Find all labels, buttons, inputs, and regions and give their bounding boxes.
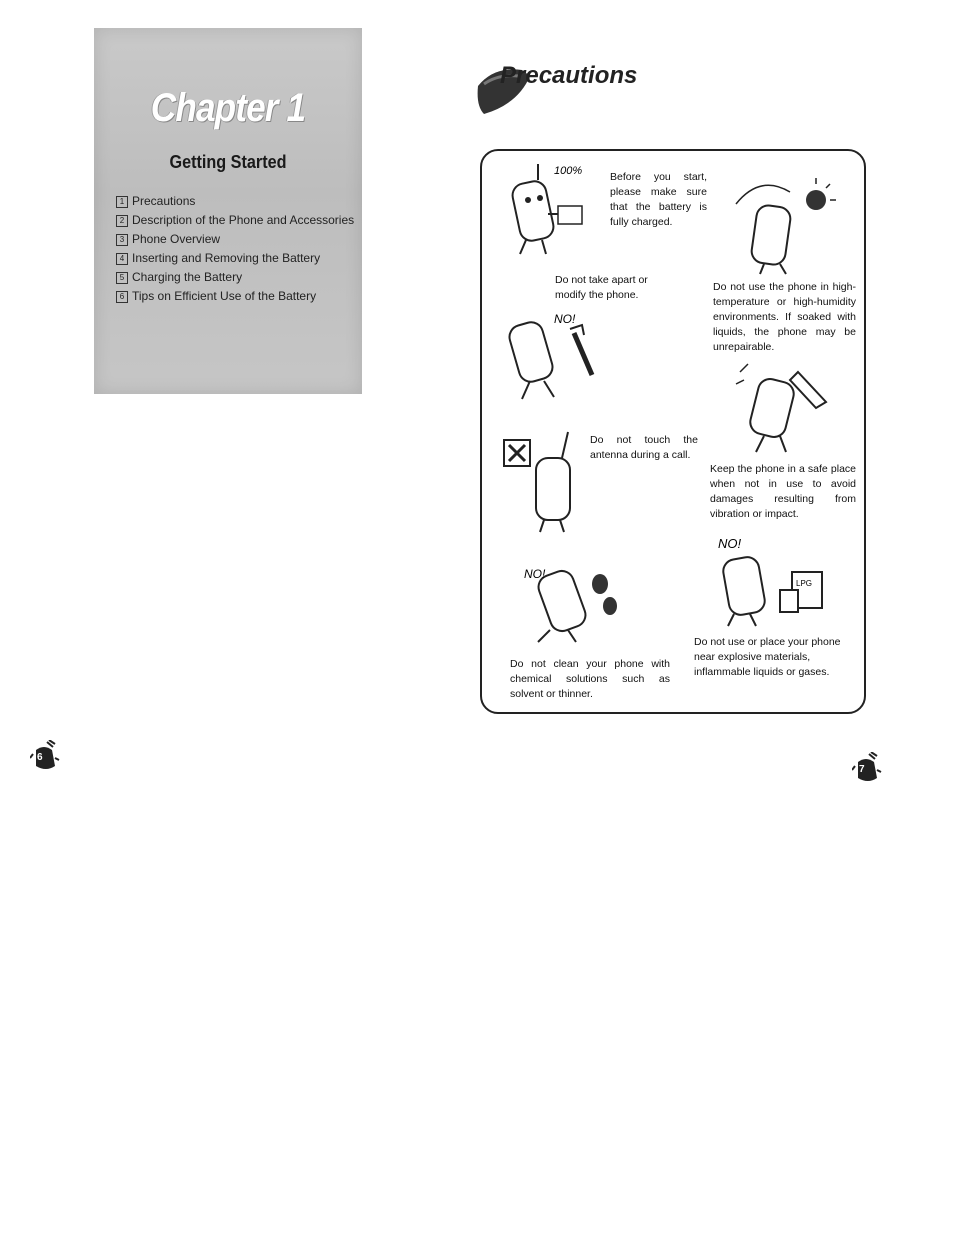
toc-number: 1 xyxy=(116,196,128,208)
tip-apart: Do not take apart or modify the phone. xyxy=(555,274,648,301)
toc-label: Precautions xyxy=(132,194,196,208)
toc-item[interactable] xyxy=(116,249,362,268)
toc-label: Description of the Phone and Accessories xyxy=(132,213,355,227)
toc-number: 6 xyxy=(116,291,128,303)
phone-heat-illustration xyxy=(730,170,842,278)
toc-item[interactable] xyxy=(116,211,362,230)
toc-label: Inserting and Removing the Battery xyxy=(132,251,321,265)
page-title: Precautions xyxy=(500,62,638,89)
phone-disassembly-illustration xyxy=(500,305,610,405)
tip-impact: Keep the phone in a safe place when not in use to avoid damages resulting from vibration or impact. xyxy=(710,463,856,520)
tip-chemical: Do not clean your phone with chemical solutions such as solvent or thinner. xyxy=(510,658,670,700)
toc-item[interactable] xyxy=(116,230,362,249)
toc-number: 2 xyxy=(116,215,128,227)
toc-item[interactable] xyxy=(116,268,362,287)
toc-label: Phone Overview xyxy=(132,232,221,246)
phone-charging-illustration xyxy=(498,160,602,260)
toc-item[interactable] xyxy=(116,287,362,306)
warning-no-label: NO! xyxy=(718,536,742,551)
tip-humidity: Do not use the phone in high-temperature or high-humidity environments. If soaked with liquids, the phone may be unrepairable. xyxy=(713,281,856,353)
tip-explosive: Do not use or place your phone near explosive materials, inflammable liquids or gases. xyxy=(694,636,841,678)
toc-label: Tips on Efficient Use of the Battery xyxy=(132,289,317,303)
phone-explosive-illustration xyxy=(704,528,830,628)
phone-impact-illustration xyxy=(730,358,842,458)
toc-number: 4 xyxy=(116,253,128,265)
page-number-icon xyxy=(30,740,60,774)
toc-number: 5 xyxy=(116,272,128,284)
warning-no-label: NO! xyxy=(524,567,546,581)
charge-level-label: 100% xyxy=(554,165,583,177)
tip-antenna: Do not touch the antenna during a call. xyxy=(590,434,698,461)
phone-antenna-illustration xyxy=(500,428,590,534)
chapter-panel xyxy=(94,28,362,394)
toc-label: Charging the Battery xyxy=(132,270,243,284)
phone-chemical-illustration xyxy=(520,550,632,646)
page-number-icon xyxy=(852,752,882,786)
table-of-contents xyxy=(116,192,362,306)
tip-charge: Before you start, please make sure that the battery is fully charged. xyxy=(610,171,707,228)
lpg-label: LPG xyxy=(796,579,813,588)
page-number: 7 xyxy=(859,764,865,775)
warning-no-label: NO! xyxy=(554,312,576,326)
page-number: 6 xyxy=(37,752,43,763)
toc-number: 3 xyxy=(116,234,128,246)
toc-item[interactable] xyxy=(116,192,362,211)
chapter-title: Chapter 1 xyxy=(150,86,306,130)
chapter-subtitle: Getting Started xyxy=(169,152,287,172)
